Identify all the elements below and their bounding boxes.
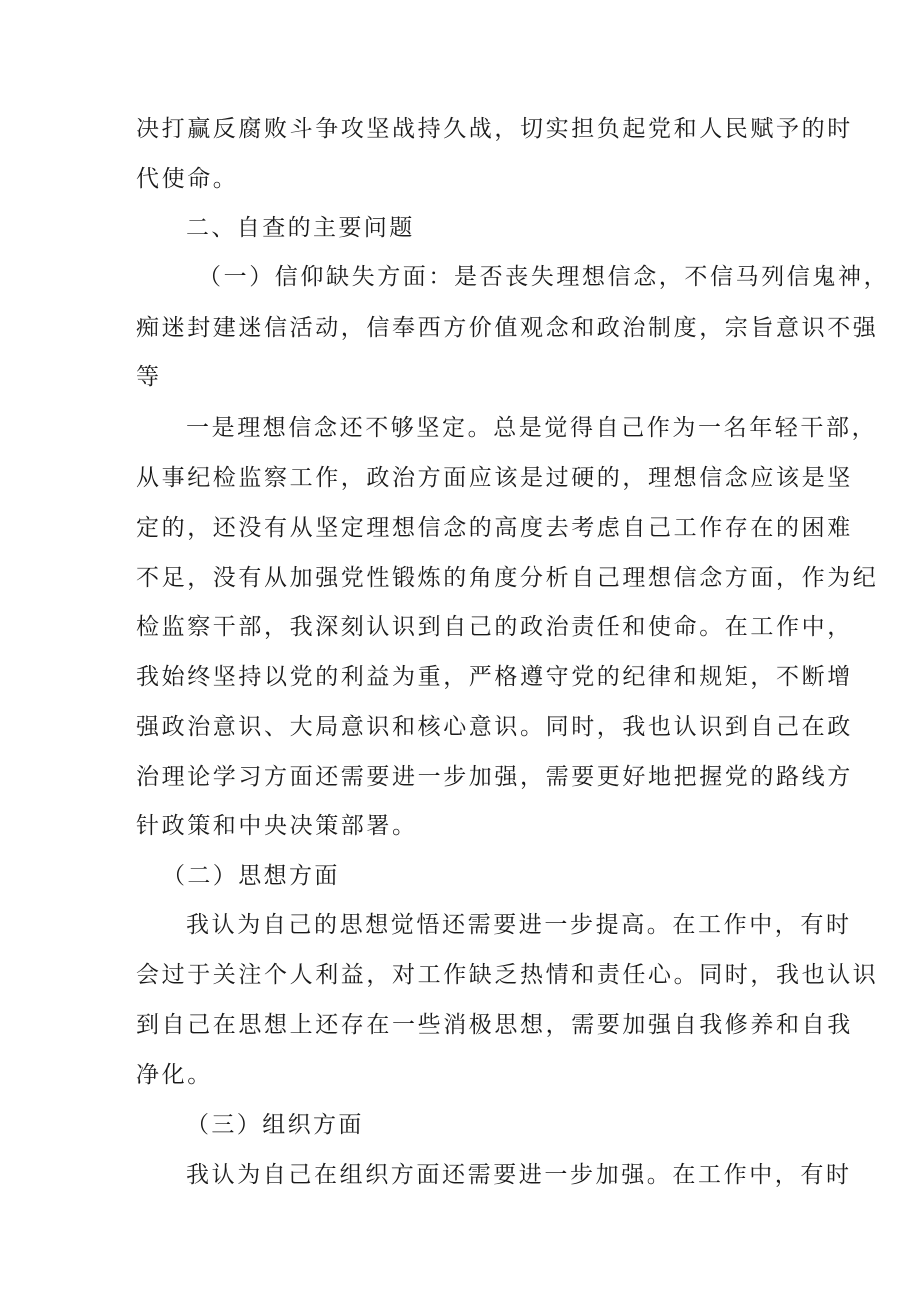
subsection-heading-3: （三）组织方面 — [186, 1112, 364, 1138]
text-line: 不足，没有从加强党性锻炼的角度分析自己理想信念方面，作为纪 — [136, 565, 879, 591]
text-line: 针政策和中央决策部署。 — [136, 813, 418, 839]
text-line: 强政治意识、大局意识和核心意识。同时，我也认识到自己在政 — [136, 714, 853, 740]
text-line: 我始终坚持以党的利益为重，严格遵守党的纪律和规矩，不断增 — [136, 664, 853, 690]
text-line: 治理论学习方面还需要进一步加强，需要更好地把握党的路线方 — [136, 764, 853, 790]
paragraph-first-line: 我认为自己的思想觉悟还需要进一步提高。在工作中，有时 — [186, 912, 852, 938]
text-line: 定的，还没有从坚定理想信念的高度去考虑自己工作存在的困难 — [136, 515, 853, 541]
text-line: 等 — [136, 364, 162, 390]
text-line: 痴迷封建迷信活动，信奉西方价值观念和政治制度，宗旨意识不强 — [136, 315, 879, 341]
paragraph-first-line: 我认为自己在组织方面还需要进一步加强。在工作中，有时 — [186, 1162, 852, 1188]
text-line: 到自己在思想上还存在一些消极思想，需要加强自我修养和自我 — [136, 1012, 853, 1038]
text-line: 从事纪检监察工作，政治方面应该是过硬的，理想信念应该是坚 — [136, 465, 853, 491]
text-line-continuation: 决打赢反腐败斗争攻坚战持久战，切实担负起党和人民赋予的时 — [136, 116, 853, 142]
section-heading-2: 二、自查的主要问题 — [186, 215, 415, 241]
text-line-continuation: 代使命。 — [136, 166, 239, 192]
text-line: 净化。 — [136, 1062, 213, 1088]
paragraph-first-line: 一是理想信念还不够坚定。总是觉得自己作为一名年轻干部， — [186, 415, 878, 441]
subsection-heading-1: （一）信仰缺失方面：是否丧失理想信念，不信马列信鬼神， — [198, 264, 890, 290]
text-line: 会过于关注个人利益，对工作缺乏热情和责任心。同时，我也认识 — [136, 962, 879, 988]
text-line: 检监察干部，我深刻认识到自己的政治责任和使命。在工作中， — [136, 614, 853, 640]
subsection-heading-2: （二）思想方面 — [162, 863, 340, 889]
